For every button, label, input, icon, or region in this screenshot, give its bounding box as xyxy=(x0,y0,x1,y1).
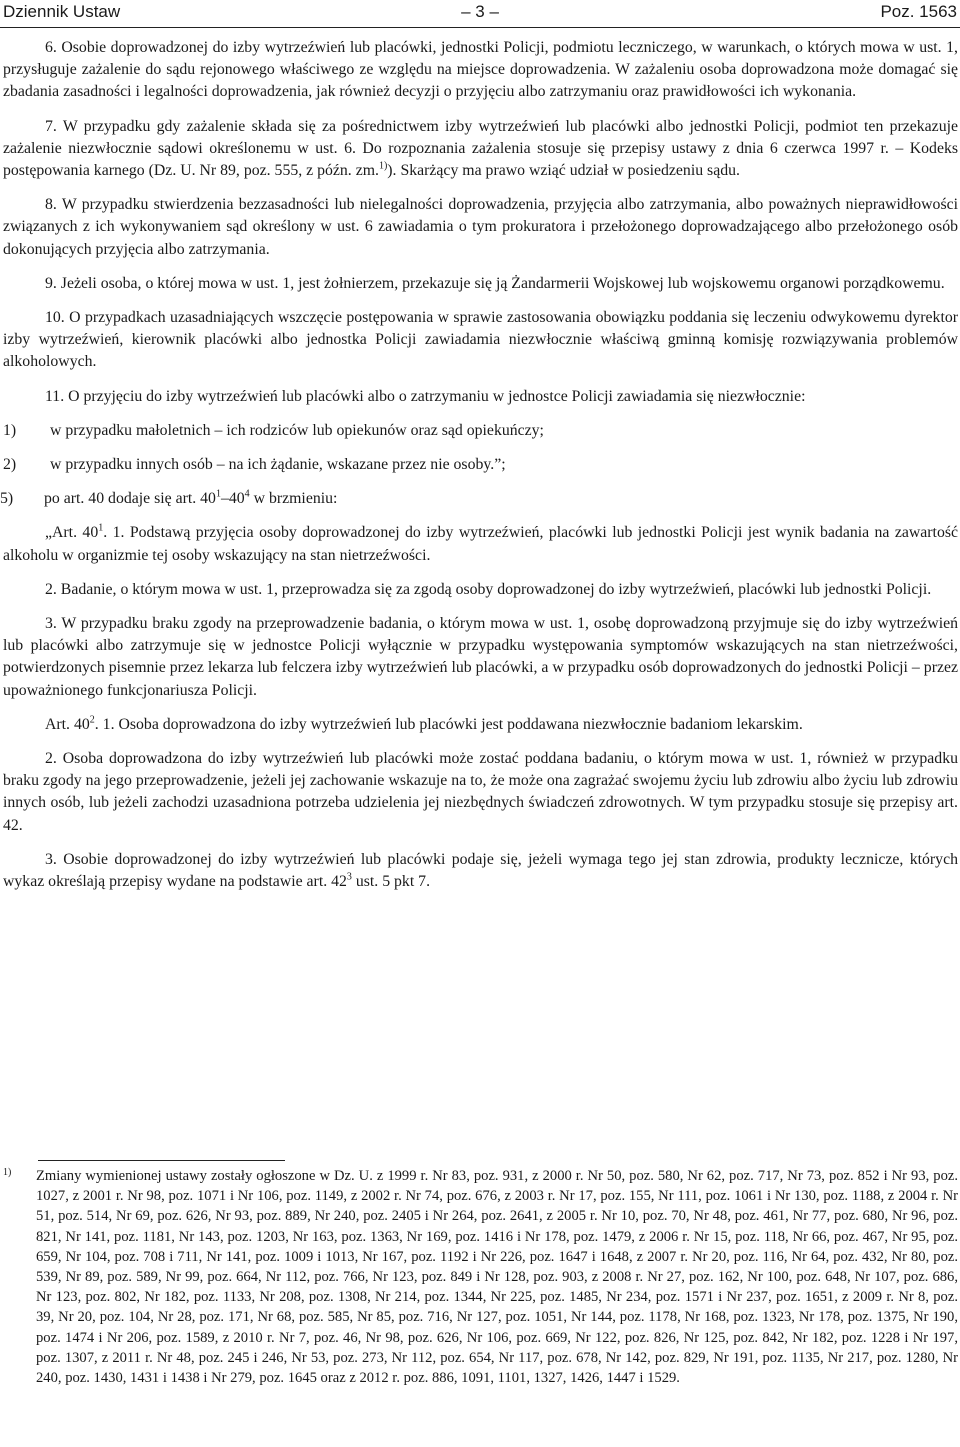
article-text: . 1. Osoba doprowadzona do izby wytrzeźwień lub placówki jest poddawana niezwłocznie badaniom lekarskim. xyxy=(94,715,803,733)
amendment-point-5 xyxy=(0,488,958,510)
art-40-2-para-1 xyxy=(3,714,958,736)
page-number: – 3 – xyxy=(461,2,499,21)
item-position: Poz. 1563 xyxy=(880,2,957,21)
superscript: 1 xyxy=(215,488,221,500)
superscript: 1 xyxy=(98,523,104,535)
header-rule xyxy=(0,27,960,28)
list-item-number: 2) xyxy=(3,456,17,474)
art-40-1-para-1 xyxy=(3,522,958,566)
amendment-text-b: –40 xyxy=(220,490,245,508)
document-body xyxy=(0,37,959,905)
art-40-1-para-2: 2. Badanie, o którym mowa w ust. 1, przeprowadza się za zgodą osoby doprowadzonej do izby wytrzeźwień, placówki lub jednostki Policji. xyxy=(45,580,932,598)
quoted-articles xyxy=(3,522,958,893)
art-40-1-para-3: 3. W przypadku braku zgody na przeprowadzenie badania, o którym mowa w ust. 1, osobę doprowadzoną przyjmuje się do izby wytrzeźwień lub placówki albo zatrzymuje się w jednostce Policji wyłącznie w przypadku występowania symptomów wskazujących na stan nietrzeźwości, potwierdzonych pisemnie przez lekarza lub felczera izby wytrzeźwień lub placówki, a w przypadku osób doprowadzonych do jednostki Policji – przez upoważnionego funkcjonariusza Policji. xyxy=(3,615,958,699)
list-item xyxy=(3,420,958,442)
paragraph-10: 10. O przypadkach uzasadniających wszczęcie postępowania w sprawie zastosowania obowiązku poddania się leczeniu odwykowemu dyrektor izby wytrzeźwień, kierownik placówki albo jednostka Policji zawiadamia niezwłocznie właściwą gminną komisję rozwiązywania problemów alkoholowych. xyxy=(3,309,958,371)
footnote-divider xyxy=(38,1160,285,1161)
amendment-text-c: w brzmieniu: xyxy=(249,490,338,508)
article-text: . 1. Podstawą przyjęcia osoby doprowadzonej do izby wytrzeźwień, placówki lub jednostki Policji jest wynik badania na zawartość alkoholu w organizmie tej osoby wskazujący na stan nietrzeźwości. xyxy=(3,524,959,564)
journal-title: Dziennik Ustaw xyxy=(3,2,121,21)
list-item-text: w przypadku innych osób – na ich żądanie, wskazane przez nie osoby.”; xyxy=(50,456,506,474)
article-heading: „Art. 40 xyxy=(45,524,99,542)
footnote-ref: 1) xyxy=(378,160,388,172)
list-item-number: 1) xyxy=(3,421,17,439)
amendment-number: 5) xyxy=(0,490,14,508)
paragraph-6: 6. Osobie doprowadzonej do izby wytrzeźwień lub placówki, jednostki Policji, podmiotu leczniczego, w warunkach, o których mowa w ust. 1, przysługuje zażalenie do sądu rejonowego właściwego ze względu na miejsce doprowadzenia. W zażaleniu osoba doprowadzona może domagać się zbadania zasadności i legalności doprowadzenia, jak również decyzji o przyjęciu albo zatrzymaniu oraz prawidłowości ich wykonania. xyxy=(3,39,958,101)
paragraph-7-text-end: ). Skarżący ma prawo wziąć udział w posiedzeniu sądu. xyxy=(387,162,740,180)
superscript: 3 xyxy=(346,871,352,883)
article-text-end: ust. 5 pkt 7. xyxy=(351,873,431,891)
footnote-text: Zmiany wymienionej ustawy zostały ogłoszone w Dz. U. z 1999 r. Nr 83, poz. 931, z 2000 r. Nr 50, poz. 580, Nr 62, poz. 717, Nr 73, poz. 852 i Nr 93, poz. 1027, z 2001 r. Nr 98, poz. 1071 i Nr 106, poz. 1149, z 2002 r. Nr 74, poz. 676, z 2003 r. Nr 17, poz. 155, Nr 111, poz. 1061 i Nr 130, poz. 1188, z 2004 r. Nr 51, poz. 514, Nr 69, poz. 626, Nr 93, poz. 889, Nr 240, poz. 2405 i Nr 264, poz. 2641, z 2005 r. Nr 10, poz. 70, Nr 48, poz. 461, Nr 77, poz. 680, Nr 96, poz. 821, Nr 141, poz. 1181, Nr 143, poz. 1203, Nr 163, poz. 1363, Nr 169, poz. 1416 i Nr 178, poz. 1479, z 2006 r. Nr 15, poz. 118, Nr 66, poz. 467, Nr 95, poz. 659, Nr 104, poz. 708 i 711, Nr 141, poz. 1009 i 1013, Nr 167, poz. 1192 i Nr 226, poz. 1647 i 1648, z 2007 r. Nr 20, poz. 116, Nr 64, poz. 432, Nr 80, poz. 539, Nr 89, poz. 589, Nr 99, poz. 664, Nr 112, poz. 766, Nr 123, poz. 849 i Nr 128, poz. 903, z 2008 r. Nr 27, poz. 162, Nr 100, poz. 648, Nr 107, poz. 686, Nr 123, poz. 802, Nr 182, poz. 1133, Nr 208, poz. 1308, Nr 214, poz. 1344, Nr 225, poz. 1485, Nr 234, poz. 1571 i Nr 237, poz. 1651, z 2009 r. Nr 8, poz. 39, Nr 20, poz. 104, Nr 28, poz. 171, Nr 68, poz. 585, Nr 85, poz. 716, Nr 127, poz. 1051, Nr 144, poz. 1178, Nr 168, poz. 1323, Nr 178, poz. 1375, Nr 190, poz. 1474 i Nr 206, poz. 1589, z 2010 r. Nr 7, poz. 46, Nr 98, poz. 626, Nr 106, poz. 669, Nr 122, poz. 826, Nr 125, poz. 842, Nr 182, poz. 1228 i Nr 197, poz. 1307, z 2011 r. Nr 48, poz. 245 i 246, Nr 53, poz. 273, Nr 112, poz. 654, Nr 117, poz. 678, Nr 142, poz. 829, Nr 191, poz. 1135, Nr 217, poz. 1280, Nr 240, poz. 1430, 1431 i 1438 i Nr 279, poz. 1645 oraz z 2012 r. poz. 886, 1091, 1101, 1327, 1426, 1447 i 1529. xyxy=(36,1168,958,1387)
page-header xyxy=(0,0,960,22)
amendment-text-a: po art. 40 dodaje się art. 40 xyxy=(44,490,216,508)
paragraph-8: 8. W przypadku stwierdzenia bezzasadności lub nielegalności doprowadzenia, przyjęcia albo zatrzymania, albo poważnych nieprawidłowości związanych z ich wykonywaniem sąd określony w ust. 6 zawiadamia o tym prokuratora i przełożonego doprowadzającego albo przełożonego osób dokonujących przyjęcia albo zatrzymania. xyxy=(3,196,958,258)
article-text: 3. Osobie doprowadzonej do izby wytrzeźwień lub placówki podaje się, jeżeli wymaga tego jej stan zdrowia, produkty lecznicze, których wykaz określają przepisy wydane na podstawie art. 42 xyxy=(3,850,958,891)
art-40-2-para-3 xyxy=(3,849,958,893)
paragraph-11: 11. O przyjęciu do izby wytrzeźwień lub placówki albo o zatrzymaniu w jednostce Policji zawiadamia się niezwłocznie: xyxy=(45,387,806,405)
amendment-text xyxy=(44,488,958,510)
list-item-text: w przypadku małoletnich – ich rodziców lub opiekunów oraz sąd opiekuńczy; xyxy=(50,421,544,439)
superscript: 2 xyxy=(89,714,95,726)
art-40-2-para-2: 2. Osoba doprowadzona do izby wytrzeźwień lub placówki może zostać poddana badaniu, o którym mowa w ust. 1, również w przypadku braku zgody na jego przeprowadzenie, jeżeli jej zachowanie wskazuje na to, że może ona zagrażać swojemu życiu lub zdrowiu albo życiu lub zdrowiu innych osób, lub jeżeli zachodzi uzasadniona potrzeba udzielenia jej niezbędnych świadczeń zdrowotnych. W tym przypadku stosuje się przepisy art. 42. xyxy=(3,750,958,834)
list-item xyxy=(3,454,958,476)
article-heading: Art. 40 xyxy=(45,715,90,733)
superscript: 4 xyxy=(244,488,250,500)
paragraph-9: 9. Jeżeli osoba, o której mowa w ust. 1, jest żołnierzem, przekazuje się ją Żandarmerii Wojskowej lub wojskowemu organowi porządkowemu. xyxy=(45,274,945,292)
footnote-marker: 1) xyxy=(3,1167,12,1178)
footnote xyxy=(3,1166,958,1388)
paragraph-7-text: 7. W przypadku gdy zażalenie składa się za pośrednictwem izby wytrzeźwień lub placówki albo jednostki Policji, podmiot ten przekazuje zażalenie niezwłocznie sądowi określonemu w ust. 6. Do rozpoznania zażalenia stosuje się przepisy ustawy z dnia 6 czerwca 1997 r. – Kodeks postępowania karnego (Dz. U. Nr 89, poz. 555, z późn. zm. xyxy=(3,117,958,180)
paragraph-7 xyxy=(3,116,958,183)
